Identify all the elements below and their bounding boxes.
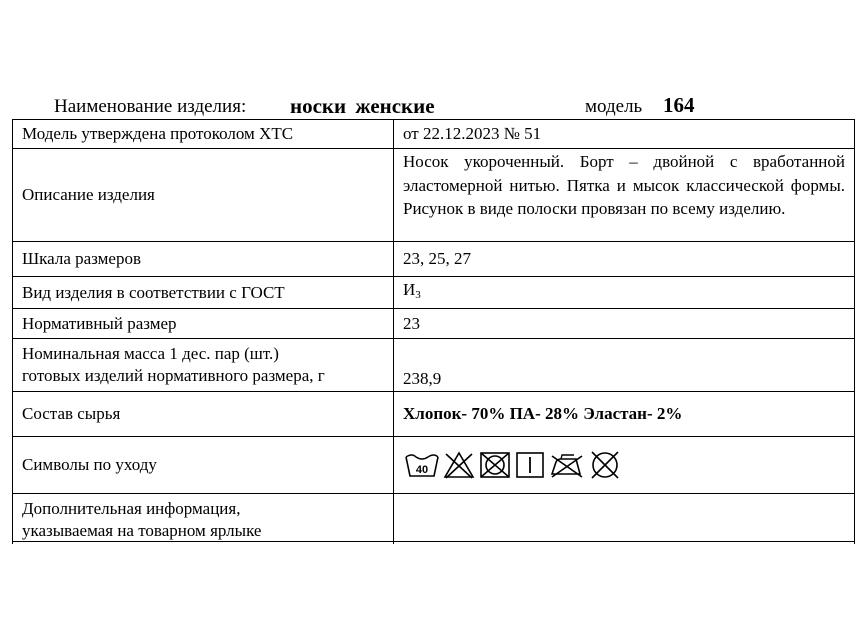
row-value: 238,9: [394, 339, 855, 392]
row-value: Носок укороченный. Борт – двойной с вработанной эластомерной нитью. Пятка и мысок классической формы. Рисунок в виде полоски провязан по всему изделию.: [394, 149, 855, 242]
care-icons: [404, 449, 845, 481]
row-value: Хлопок- 70% ПА- 28% Эластан- 2%: [394, 392, 855, 437]
gost-type-sub: 3: [415, 289, 421, 301]
row-label: [13, 339, 394, 392]
spec-table: [12, 119, 855, 544]
row-label-line1: Номинальная масса 1 дес. пар (шт.): [22, 344, 279, 363]
product-name: носки женские: [290, 94, 435, 118]
wash-40-icon: [404, 451, 440, 479]
row-label: [13, 494, 394, 545]
row-label-line2: указываемая на товарном ярлыке: [22, 521, 262, 540]
document-header: [0, 92, 861, 122]
row-value: [394, 277, 855, 309]
table-row-care-symbols: [13, 437, 855, 494]
row-label: Нормативный размер: [13, 309, 394, 339]
table-row-description: [13, 149, 855, 242]
row-label: Шкала размеров: [13, 242, 394, 277]
row-value: от 22.12.2023 № 51: [394, 120, 855, 149]
no-tumble-dry-icon: [478, 450, 512, 480]
row-value: 23: [394, 309, 855, 339]
row-label: Модель утверждена протоколом ХТС: [13, 120, 394, 149]
table-bottom-border: [12, 541, 854, 542]
iron-low-icon: [548, 450, 586, 480]
no-bleach-icon: [442, 450, 476, 480]
row-label-line1: Дополнительная информация,: [22, 499, 241, 518]
row-value: 23, 25, 27: [394, 242, 855, 277]
table-row-composition: [13, 392, 855, 437]
row-label: Вид изделия в соответствии с ГОСТ: [13, 277, 394, 309]
no-dry-clean-icon: [588, 449, 622, 481]
row-label: Состав сырья: [13, 392, 394, 437]
row-label-line2: готовых изделий нормативного размера, г: [22, 366, 325, 385]
table-row-nominal-mass: [13, 339, 855, 392]
table-row-gost-type: [13, 277, 855, 309]
row-value: [394, 437, 855, 494]
row-label: Описание изделия: [13, 149, 394, 242]
gost-type-main: И: [403, 280, 416, 299]
model-number: 164: [663, 93, 695, 117]
model-label: модель: [585, 96, 643, 117]
table-row-approval: [13, 120, 855, 149]
wash-temp-label: 40: [415, 464, 429, 476]
table-row-size-scale: [13, 242, 855, 277]
table-row-normative-size: [13, 309, 855, 339]
table-row-additional-info: [13, 494, 855, 545]
row-label: Символы по уходу: [13, 437, 394, 494]
product-name-label: Наименование изделия:: [54, 96, 247, 117]
line-dry-icon: [514, 450, 546, 480]
row-value: [394, 494, 855, 545]
